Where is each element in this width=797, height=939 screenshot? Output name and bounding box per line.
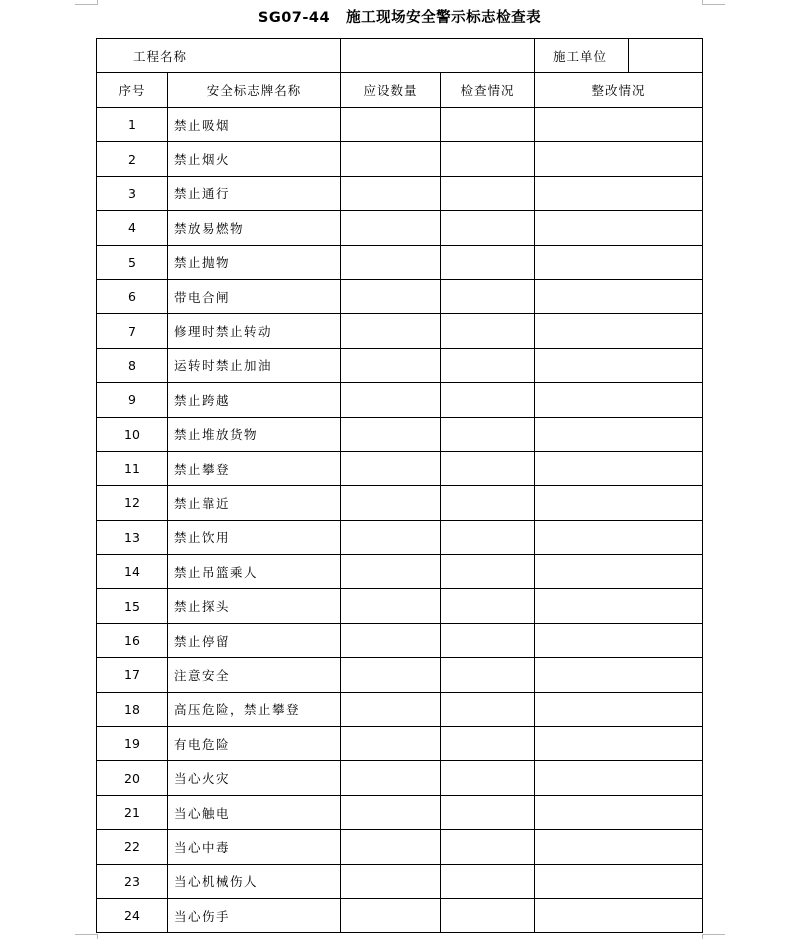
sign-name: 禁止探头 bbox=[168, 589, 341, 623]
rectification-cell[interactable] bbox=[535, 658, 703, 692]
rectification-cell[interactable] bbox=[535, 486, 703, 520]
row-number: 5 bbox=[97, 245, 168, 279]
row-number: 11 bbox=[97, 451, 168, 485]
required-qty-cell[interactable] bbox=[341, 314, 441, 348]
inspection-cell[interactable] bbox=[441, 348, 535, 382]
sign-name: 当心机械伤人 bbox=[168, 864, 341, 898]
row-number: 9 bbox=[97, 383, 168, 417]
sign-name: 禁止通行 bbox=[168, 176, 341, 210]
construction-unit-field[interactable] bbox=[629, 39, 702, 72]
row-number: 15 bbox=[97, 589, 168, 623]
table-row bbox=[97, 279, 703, 313]
checklist-table bbox=[96, 38, 703, 933]
row-number: 6 bbox=[97, 279, 168, 313]
sign-name: 禁止饮用 bbox=[168, 520, 341, 554]
required-qty-cell[interactable] bbox=[341, 692, 441, 726]
required-qty-cell[interactable] bbox=[341, 142, 441, 176]
table-row bbox=[97, 176, 703, 210]
header-required-qty: 应设数量 bbox=[341, 73, 441, 108]
rectification-cell[interactable] bbox=[535, 864, 703, 898]
row-number: 2 bbox=[97, 142, 168, 176]
sign-name: 禁止吸烟 bbox=[168, 108, 341, 142]
inspection-cell[interactable] bbox=[441, 761, 535, 795]
row-number: 22 bbox=[97, 830, 168, 864]
row-number: 24 bbox=[97, 898, 168, 932]
sign-name: 当心火灾 bbox=[168, 761, 341, 795]
row-number: 13 bbox=[97, 520, 168, 554]
required-qty-cell[interactable] bbox=[341, 761, 441, 795]
row-number: 8 bbox=[97, 348, 168, 382]
required-qty-cell[interactable] bbox=[341, 348, 441, 382]
inspection-cell[interactable] bbox=[441, 795, 535, 829]
required-qty-cell[interactable] bbox=[341, 211, 441, 245]
rectification-cell[interactable] bbox=[535, 555, 703, 589]
inspection-cell[interactable] bbox=[441, 830, 535, 864]
rectification-cell[interactable] bbox=[535, 761, 703, 795]
rectification-cell[interactable] bbox=[535, 830, 703, 864]
sign-name: 禁放易燃物 bbox=[168, 211, 341, 245]
inspection-cell[interactable] bbox=[441, 727, 535, 761]
project-name-label: 工程名称 bbox=[133, 48, 188, 64]
header-row bbox=[97, 73, 703, 108]
required-qty-cell[interactable] bbox=[341, 108, 441, 142]
inspection-cell[interactable] bbox=[441, 692, 535, 726]
row-number: 18 bbox=[97, 692, 168, 726]
sign-name: 禁止烟火 bbox=[168, 142, 341, 176]
inspection-cell[interactable] bbox=[441, 520, 535, 554]
required-qty-cell[interactable] bbox=[341, 589, 441, 623]
row-number: 7 bbox=[97, 314, 168, 348]
row-number: 21 bbox=[97, 795, 168, 829]
sign-name: 禁止停留 bbox=[168, 623, 341, 657]
inspection-cell[interactable] bbox=[441, 589, 535, 623]
table-row bbox=[97, 658, 703, 692]
row-number: 16 bbox=[97, 623, 168, 657]
table-row bbox=[97, 211, 703, 245]
required-qty-cell[interactable] bbox=[341, 795, 441, 829]
inspection-cell[interactable] bbox=[441, 108, 535, 142]
rectification-cell[interactable] bbox=[535, 108, 703, 142]
row-number: 12 bbox=[97, 486, 168, 520]
required-qty-cell[interactable] bbox=[341, 176, 441, 210]
required-qty-cell[interactable] bbox=[341, 245, 441, 279]
page-corner-mark-top-right bbox=[702, 0, 725, 5]
page-corner-mark-bottom-right bbox=[702, 934, 725, 939]
rectification-cell[interactable] bbox=[535, 211, 703, 245]
sign-name: 注意安全 bbox=[168, 658, 341, 692]
table-row bbox=[97, 692, 703, 726]
required-qty-cell[interactable] bbox=[341, 658, 441, 692]
rectification-cell[interactable] bbox=[535, 142, 703, 176]
required-qty-cell[interactable] bbox=[341, 451, 441, 485]
rectification-cell[interactable] bbox=[535, 520, 703, 554]
sign-name: 有电危险 bbox=[168, 727, 341, 761]
table-row bbox=[97, 383, 703, 417]
inspection-cell[interactable] bbox=[441, 486, 535, 520]
rectification-cell[interactable] bbox=[535, 727, 703, 761]
required-qty-cell[interactable] bbox=[341, 417, 441, 451]
table-row bbox=[97, 417, 703, 451]
rectification-cell[interactable] bbox=[535, 692, 703, 726]
required-qty-cell[interactable] bbox=[341, 520, 441, 554]
inspection-cell[interactable] bbox=[441, 417, 535, 451]
document-title bbox=[97, 5, 702, 31]
rectification-cell[interactable] bbox=[535, 348, 703, 382]
inspection-cell[interactable] bbox=[441, 176, 535, 210]
table-row bbox=[97, 314, 703, 348]
inspection-cell[interactable] bbox=[441, 383, 535, 417]
table-row bbox=[97, 520, 703, 554]
page-corner-mark-top-left bbox=[75, 0, 98, 5]
rectification-cell[interactable] bbox=[535, 589, 703, 623]
rectification-cell[interactable] bbox=[535, 279, 703, 313]
table-row bbox=[97, 761, 703, 795]
table-row bbox=[97, 245, 703, 279]
project-name-label-cell bbox=[97, 39, 341, 73]
inspection-cell[interactable] bbox=[441, 142, 535, 176]
sign-name: 当心中毒 bbox=[168, 830, 341, 864]
inspection-cell[interactable] bbox=[441, 211, 535, 245]
inspection-cell[interactable] bbox=[441, 864, 535, 898]
required-qty-cell[interactable] bbox=[341, 383, 441, 417]
header-inspection: 检查情况 bbox=[441, 73, 535, 108]
required-qty-cell[interactable] bbox=[341, 864, 441, 898]
table-row bbox=[97, 451, 703, 485]
sign-name: 禁止攀登 bbox=[168, 451, 341, 485]
sign-name: 高压危险，禁止攀登 bbox=[168, 692, 341, 726]
sign-name: 禁止吊篮乘人 bbox=[168, 555, 341, 589]
row-number: 20 bbox=[97, 761, 168, 795]
inspection-cell[interactable] bbox=[441, 658, 535, 692]
rectification-cell[interactable] bbox=[535, 176, 703, 210]
construction-unit-label: 施工单位 bbox=[535, 39, 629, 72]
table-row bbox=[97, 142, 703, 176]
inspection-cell[interactable] bbox=[441, 555, 535, 589]
rectification-cell[interactable] bbox=[535, 245, 703, 279]
rectification-cell[interactable] bbox=[535, 383, 703, 417]
inspection-cell[interactable] bbox=[441, 451, 535, 485]
document-title-text: 施工现场安全警示标志检查表 bbox=[346, 10, 542, 26]
row-number: 23 bbox=[97, 864, 168, 898]
inspection-cell[interactable] bbox=[441, 898, 535, 932]
table-row bbox=[97, 727, 703, 761]
table-row bbox=[97, 108, 703, 142]
required-qty-cell[interactable] bbox=[341, 727, 441, 761]
table-row bbox=[97, 348, 703, 382]
sign-name: 运转时禁止加油 bbox=[168, 348, 341, 382]
table-row bbox=[97, 898, 703, 932]
rectification-cell[interactable] bbox=[535, 795, 703, 829]
rectification-cell[interactable] bbox=[535, 314, 703, 348]
table-row bbox=[97, 486, 703, 520]
required-qty-cell[interactable] bbox=[341, 898, 441, 932]
row-number: 19 bbox=[97, 727, 168, 761]
row-number: 17 bbox=[97, 658, 168, 692]
inspection-cell[interactable] bbox=[441, 623, 535, 657]
required-qty-cell[interactable] bbox=[341, 279, 441, 313]
sign-name: 当心伤手 bbox=[168, 898, 341, 932]
table-row bbox=[97, 589, 703, 623]
construction-unit-cell bbox=[535, 39, 703, 73]
sign-name: 当心触电 bbox=[168, 795, 341, 829]
rectification-cell[interactable] bbox=[535, 451, 703, 485]
sign-name: 禁止抛物 bbox=[168, 245, 341, 279]
project-name-field[interactable] bbox=[341, 39, 535, 73]
required-qty-cell[interactable] bbox=[341, 623, 441, 657]
row-number: 10 bbox=[97, 417, 168, 451]
table-row bbox=[97, 555, 703, 589]
rectification-cell[interactable] bbox=[535, 623, 703, 657]
sign-name: 禁止跨越 bbox=[168, 383, 341, 417]
row-number: 1 bbox=[97, 108, 168, 142]
row-number: 14 bbox=[97, 555, 168, 589]
sign-name: 禁止堆放货物 bbox=[168, 417, 341, 451]
inspection-cell[interactable] bbox=[441, 245, 535, 279]
sign-name: 修理时禁止转动 bbox=[168, 314, 341, 348]
row-number: 3 bbox=[97, 176, 168, 210]
page-corner-mark-bottom-left bbox=[75, 934, 98, 939]
table-row bbox=[97, 830, 703, 864]
header-seq: 序号 bbox=[97, 73, 168, 108]
table-row bbox=[97, 795, 703, 829]
inspection-cell[interactable] bbox=[441, 279, 535, 313]
rectification-cell[interactable] bbox=[535, 898, 703, 932]
required-qty-cell[interactable] bbox=[341, 830, 441, 864]
header-rectification: 整改情况 bbox=[535, 73, 703, 108]
info-row bbox=[97, 39, 703, 73]
required-qty-cell[interactable] bbox=[341, 555, 441, 589]
document-code: SG07-44 bbox=[257, 10, 331, 26]
inspection-cell[interactable] bbox=[441, 314, 535, 348]
table-row bbox=[97, 623, 703, 657]
required-qty-cell[interactable] bbox=[341, 486, 441, 520]
sign-name: 禁止靠近 bbox=[168, 486, 341, 520]
table-row bbox=[97, 864, 703, 898]
row-number: 4 bbox=[97, 211, 168, 245]
header-sign-name: 安全标志牌名称 bbox=[168, 73, 341, 108]
rectification-cell[interactable] bbox=[535, 417, 703, 451]
sign-name: 带电合闸 bbox=[168, 279, 341, 313]
